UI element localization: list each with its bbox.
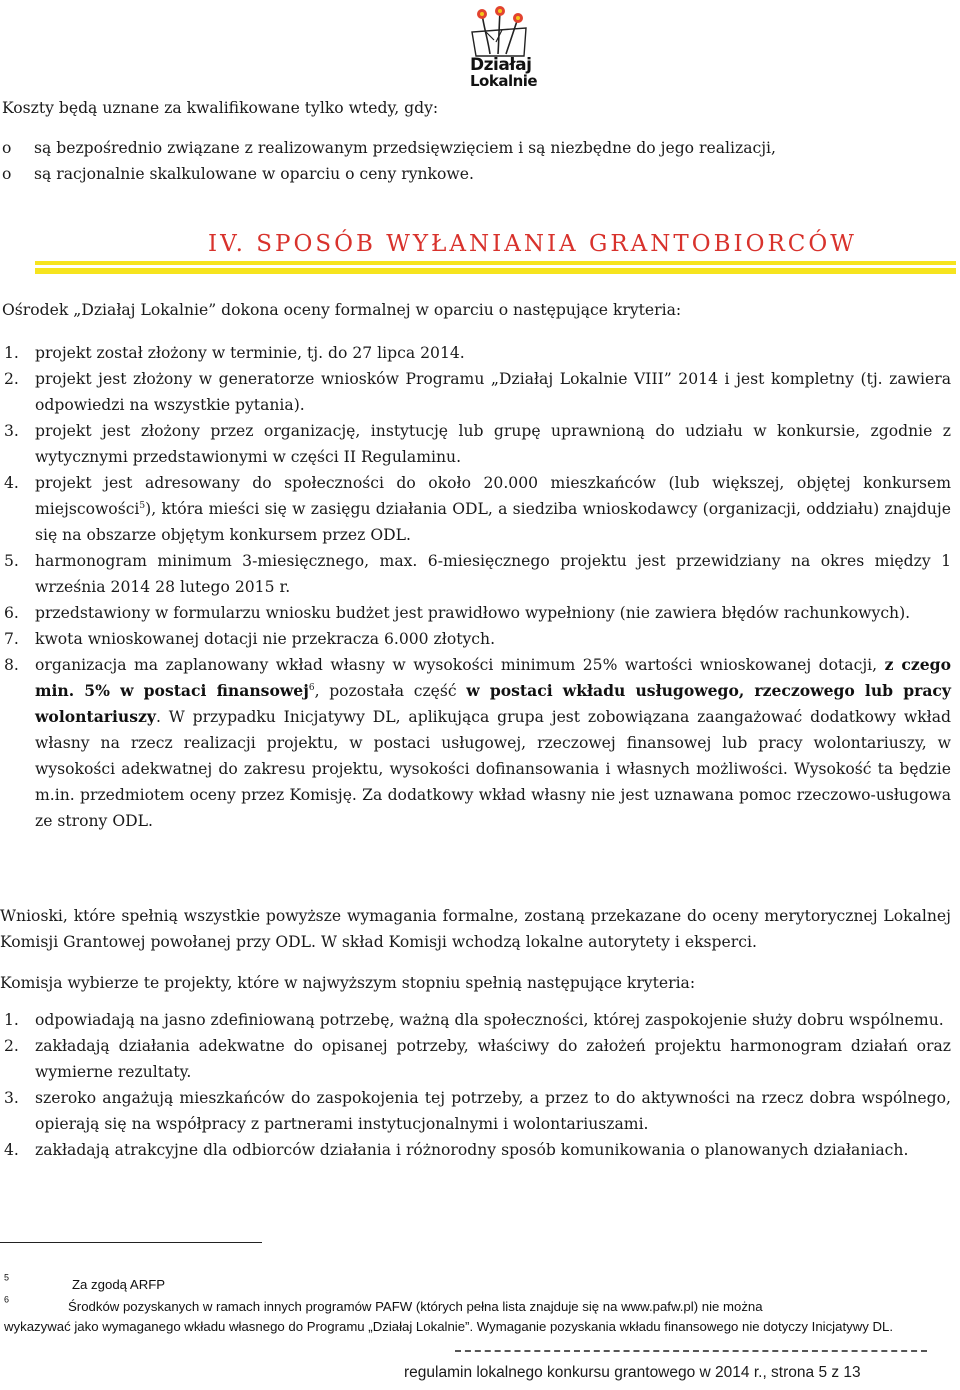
bullet-marker: o (2, 165, 12, 183)
dzialaj-lokalnie-logo (466, 2, 538, 94)
list-item: 8. organizacja ma zaplanowany wkład własny w wysokości minimum 25% wartości wnioskowanej dotacji, z czego min. 5% w postaci finansowej$^6$, pozostała część w postaci wkładu usługowego, rzeczowego lub pracy wolontariuszy. W przypadku Inicjatywy DL, aplikująca grupa jest zobowiązana zaangażować dodatkowy wkład własny na rzecz realizacji projektu, w postaci usługowej, rzeczowej finansowej lub pracy wolontariuszy, w wysokości adekwatnej do zakresu projektu, wysokości dofinansowania i własnych możliwości. Wysokość ta będzie m.in. przedmiotem oceny przez Komisję. Za dodatkowy wkład własny nie jest uznawana pomoc rzeczowo-usługowa ze strony ODL. (4, 655, 951, 830)
flowers-icon (466, 2, 532, 58)
list-item: 4. projekt jest adresowany do społeczności do około 20.000 mieszkańców (lub większej, objętej konkursem miejscowości$^5$), która mieści się w zasięgu działania ODL, a siedziba wnioskodawcy (organizacji, oddziału) znajduje się na obszarze objętym konkursem przez ODL. (4, 474, 951, 544)
bullet-marker: o (2, 139, 12, 157)
logo-text-line1: Działaj (470, 55, 532, 75)
list-item: 4. zakładają atrakcyjne dla odbiorców działania i różnorodny sposób komunikowania o planowanych działaniach. (4, 1141, 909, 1159)
intro-text: Koszty będą uznane za kwalifikowane tylko wtedy, gdy: (2, 99, 439, 117)
list-item: 7. kwota wnioskowanej dotacji nie przekracza 6.000 złotych. (4, 630, 496, 648)
footnote-6-number: 6 (4, 1294, 10, 1305)
merit-criteria-list (0, 1007, 951, 1163)
section-heading: IV. SPOSÓB WYŁANIANIA GRANTOBIORCÓW (208, 231, 857, 257)
footnote-6-text-rest: wykazywać jako wymaganego wkładu własnego do Programu „Działaj Lokalnie”. Wymaganie pozyskania wkładu finansowego nie dotyczy Inicjatywy DL. (4, 1319, 894, 1334)
footnote-5-text: Za zgodą ARFP (72, 1277, 166, 1292)
heading-rule-bottom (35, 268, 956, 274)
list-item: 1. projekt został złożony w terminie, tj. do 27 lipca 2014. (4, 344, 465, 362)
page-footer: regulamin lokalnego konkursu grantowego w 2014 r., strona 5 z 13 (404, 1364, 861, 1381)
heading-rule-top (35, 261, 956, 265)
footnote-6-text-first: Środków pozyskanych w ramach innych programów PAFW (których pełna lista znajduje się na www.pafw.pl) nie można (68, 1299, 763, 1314)
list-item: 3. szeroko angażują mieszkańców do zaspokojenia tej potrzeby, a przez to do aktywności na rzecz dobra wspólnego, opierają się na współpracy z partnerami instytucjonalnymi i wolontariuszami. (4, 1089, 951, 1133)
bullet-list (2, 135, 942, 187)
list-item: 2. projekt jest złożony w generatorze wniosków Programu „Działaj Lokalnie VIII” 2014 i jest kompletny (tj. zawiera odpowiedzi na wszystkie pytania). (4, 370, 951, 414)
list-item: 1. odpowiadają na jasno zdefiniowaną potrzebę, ważną dla społeczności, której zaspokojenie służy dobru wspólnemu. (4, 1011, 944, 1029)
list-item: 6. przedstawiony w formularzu wniosku budżet jest prawidłowo wypełniony (nie zawiera błędów rachunkowych). (4, 604, 911, 622)
list-item: 3. projekt jest złożony przez organizację, instytucję lub grupę uprawnioną do udziału w konkursie, zgodnie z wytycznymi przedstawionymi w części II Regulaminu. (4, 422, 951, 466)
list-item: 5. harmonogram minimum 3-miesięcznego, max. 6-miesięcznego projektu jest przewidziany na okres między 1 września 2014 28 lutego 2015 r. (4, 552, 951, 596)
criteria-intro: Ośrodek „Działaj Lokalnie” dokona oceny formalnej w oparciu o następujące kryteria: (2, 301, 682, 319)
bullet-item: o są bezpośrednio związane z realizowanym przedsięwzięciem i są niezbędne do jego realizacji, (2, 135, 942, 161)
selection-paragraph: Komisja wybierze te projekty, które w najwyższym stopniu spełnią następujące kryteria: (0, 974, 696, 992)
commission-paragraph: Wnioski, które spełnią wszystkie powyższe wymagania formalne, zostaną przekazane do oceny merytorycznej Lokalnej Komisji Grantowej powołanej przy ODL. W skład Komisji wchodzą lokalne autorytety i eksperci. (0, 907, 951, 951)
footnote-ref: 5 (139, 500, 146, 511)
footer-dashed-rule (455, 1350, 927, 1352)
footnote-rule (0, 1242, 262, 1243)
logo-text-line2: Lokalnie (470, 72, 538, 90)
footnote-5-number: 5 (4, 1272, 10, 1283)
footnote-ref: 6 (308, 682, 315, 693)
list-item: 2. zakładają działania adekwatne do opisanej potrzeby, właściwy do założeń projektu harmonogram działań oraz wymierne rezultaty. (4, 1037, 951, 1081)
formal-criteria-list (0, 340, 951, 834)
bullet-item: o są racjonalnie skalkulowane w oparciu o ceny rynkowe. (2, 161, 942, 187)
